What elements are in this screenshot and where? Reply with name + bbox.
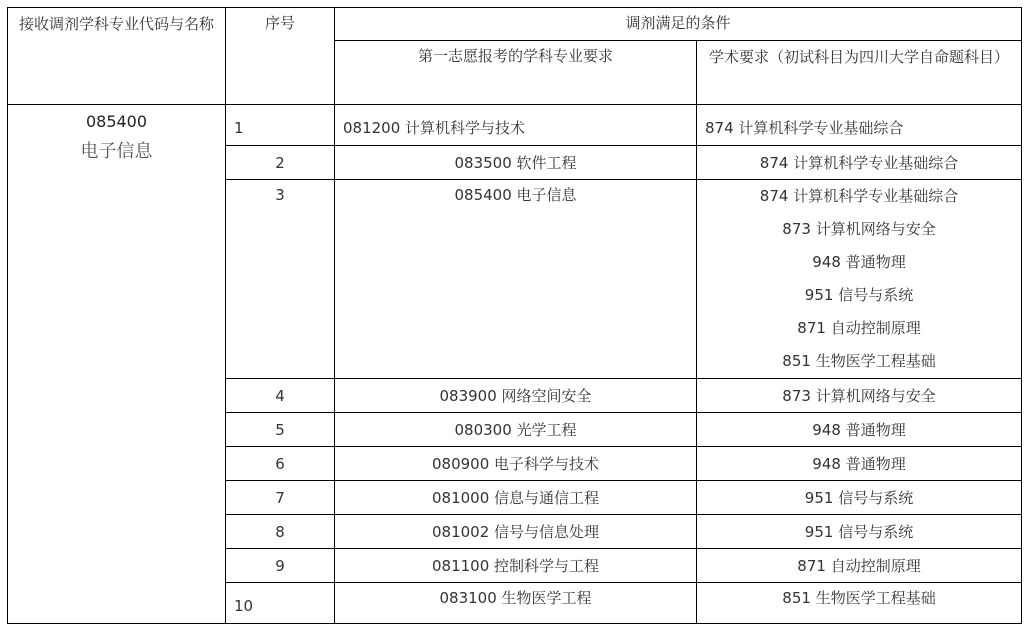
receiving-major-cell bbox=[8, 105, 226, 624]
adjustment-table bbox=[7, 7, 1022, 624]
row-subject: 951 信号与系统 bbox=[697, 515, 1022, 549]
row-subject-list bbox=[697, 180, 1022, 379]
row-seq: 7 bbox=[226, 481, 335, 515]
header-receiving: 接收调剂学科专业代码与名称 bbox=[8, 8, 226, 105]
row-subject: 874 计算机科学专业基础综合 bbox=[759, 187, 959, 205]
row-major: 083500 软件工程 bbox=[335, 146, 697, 180]
row-major: 080900 电子科学与技术 bbox=[335, 447, 697, 481]
header-conditions: 调剂满足的条件 bbox=[335, 8, 1022, 41]
row-subject: 874 计算机科学专业基础综合 bbox=[697, 146, 1022, 180]
receiving-code: 085400 bbox=[85, 112, 148, 131]
row-major: 081100 控制科学与工程 bbox=[335, 549, 697, 583]
row-major: 083100 生物医学工程 bbox=[335, 583, 697, 624]
header-academic: 学术要求（初试科目为四川大学自命题科目） bbox=[697, 41, 1022, 105]
row-seq: 10 bbox=[226, 583, 335, 624]
row-major: 081002 信号与信息处理 bbox=[335, 515, 697, 549]
row-major: 080300 光学工程 bbox=[335, 413, 697, 447]
row-subject: 948 普通物理 bbox=[812, 253, 906, 271]
row-subject: 951 信号与系统 bbox=[697, 481, 1022, 515]
row-subject: 874 计算机科学专业基础综合 bbox=[697, 105, 1022, 146]
row-seq: 1 bbox=[226, 105, 335, 146]
row-major: 083900 网络空间安全 bbox=[335, 379, 697, 413]
row-seq: 4 bbox=[226, 379, 335, 413]
row-major: 085400 电子信息 bbox=[335, 180, 697, 379]
row-seq: 5 bbox=[226, 413, 335, 447]
row-subject: 851 生物医学工程基础 bbox=[782, 352, 936, 370]
row-seq: 3 bbox=[226, 180, 335, 379]
header-first-choice: 第一志愿报考的学科专业要求 bbox=[335, 41, 697, 105]
header-seq: 序号 bbox=[226, 8, 335, 105]
row-subject: 873 计算机网络与安全 bbox=[782, 220, 936, 238]
row-seq: 6 bbox=[226, 447, 335, 481]
row-seq: 2 bbox=[226, 146, 335, 180]
row-subject: 948 普通物理 bbox=[697, 447, 1022, 481]
row-subject: 871 自动控制原理 bbox=[797, 319, 921, 337]
receiving-name: 电子信息 bbox=[80, 141, 153, 162]
row-seq: 8 bbox=[226, 515, 335, 549]
row-major: 081200 计算机科学与技术 bbox=[335, 105, 697, 146]
row-subject: 851 生物医学工程基础 bbox=[697, 583, 1022, 624]
row-major: 081000 信息与通信工程 bbox=[335, 481, 697, 515]
row-seq: 9 bbox=[226, 549, 335, 583]
row-subject: 873 计算机网络与安全 bbox=[697, 379, 1022, 413]
row-subject: 871 自动控制原理 bbox=[697, 549, 1022, 583]
row-subject: 951 信号与系统 bbox=[804, 286, 914, 304]
row-subject: 948 普通物理 bbox=[697, 413, 1022, 447]
